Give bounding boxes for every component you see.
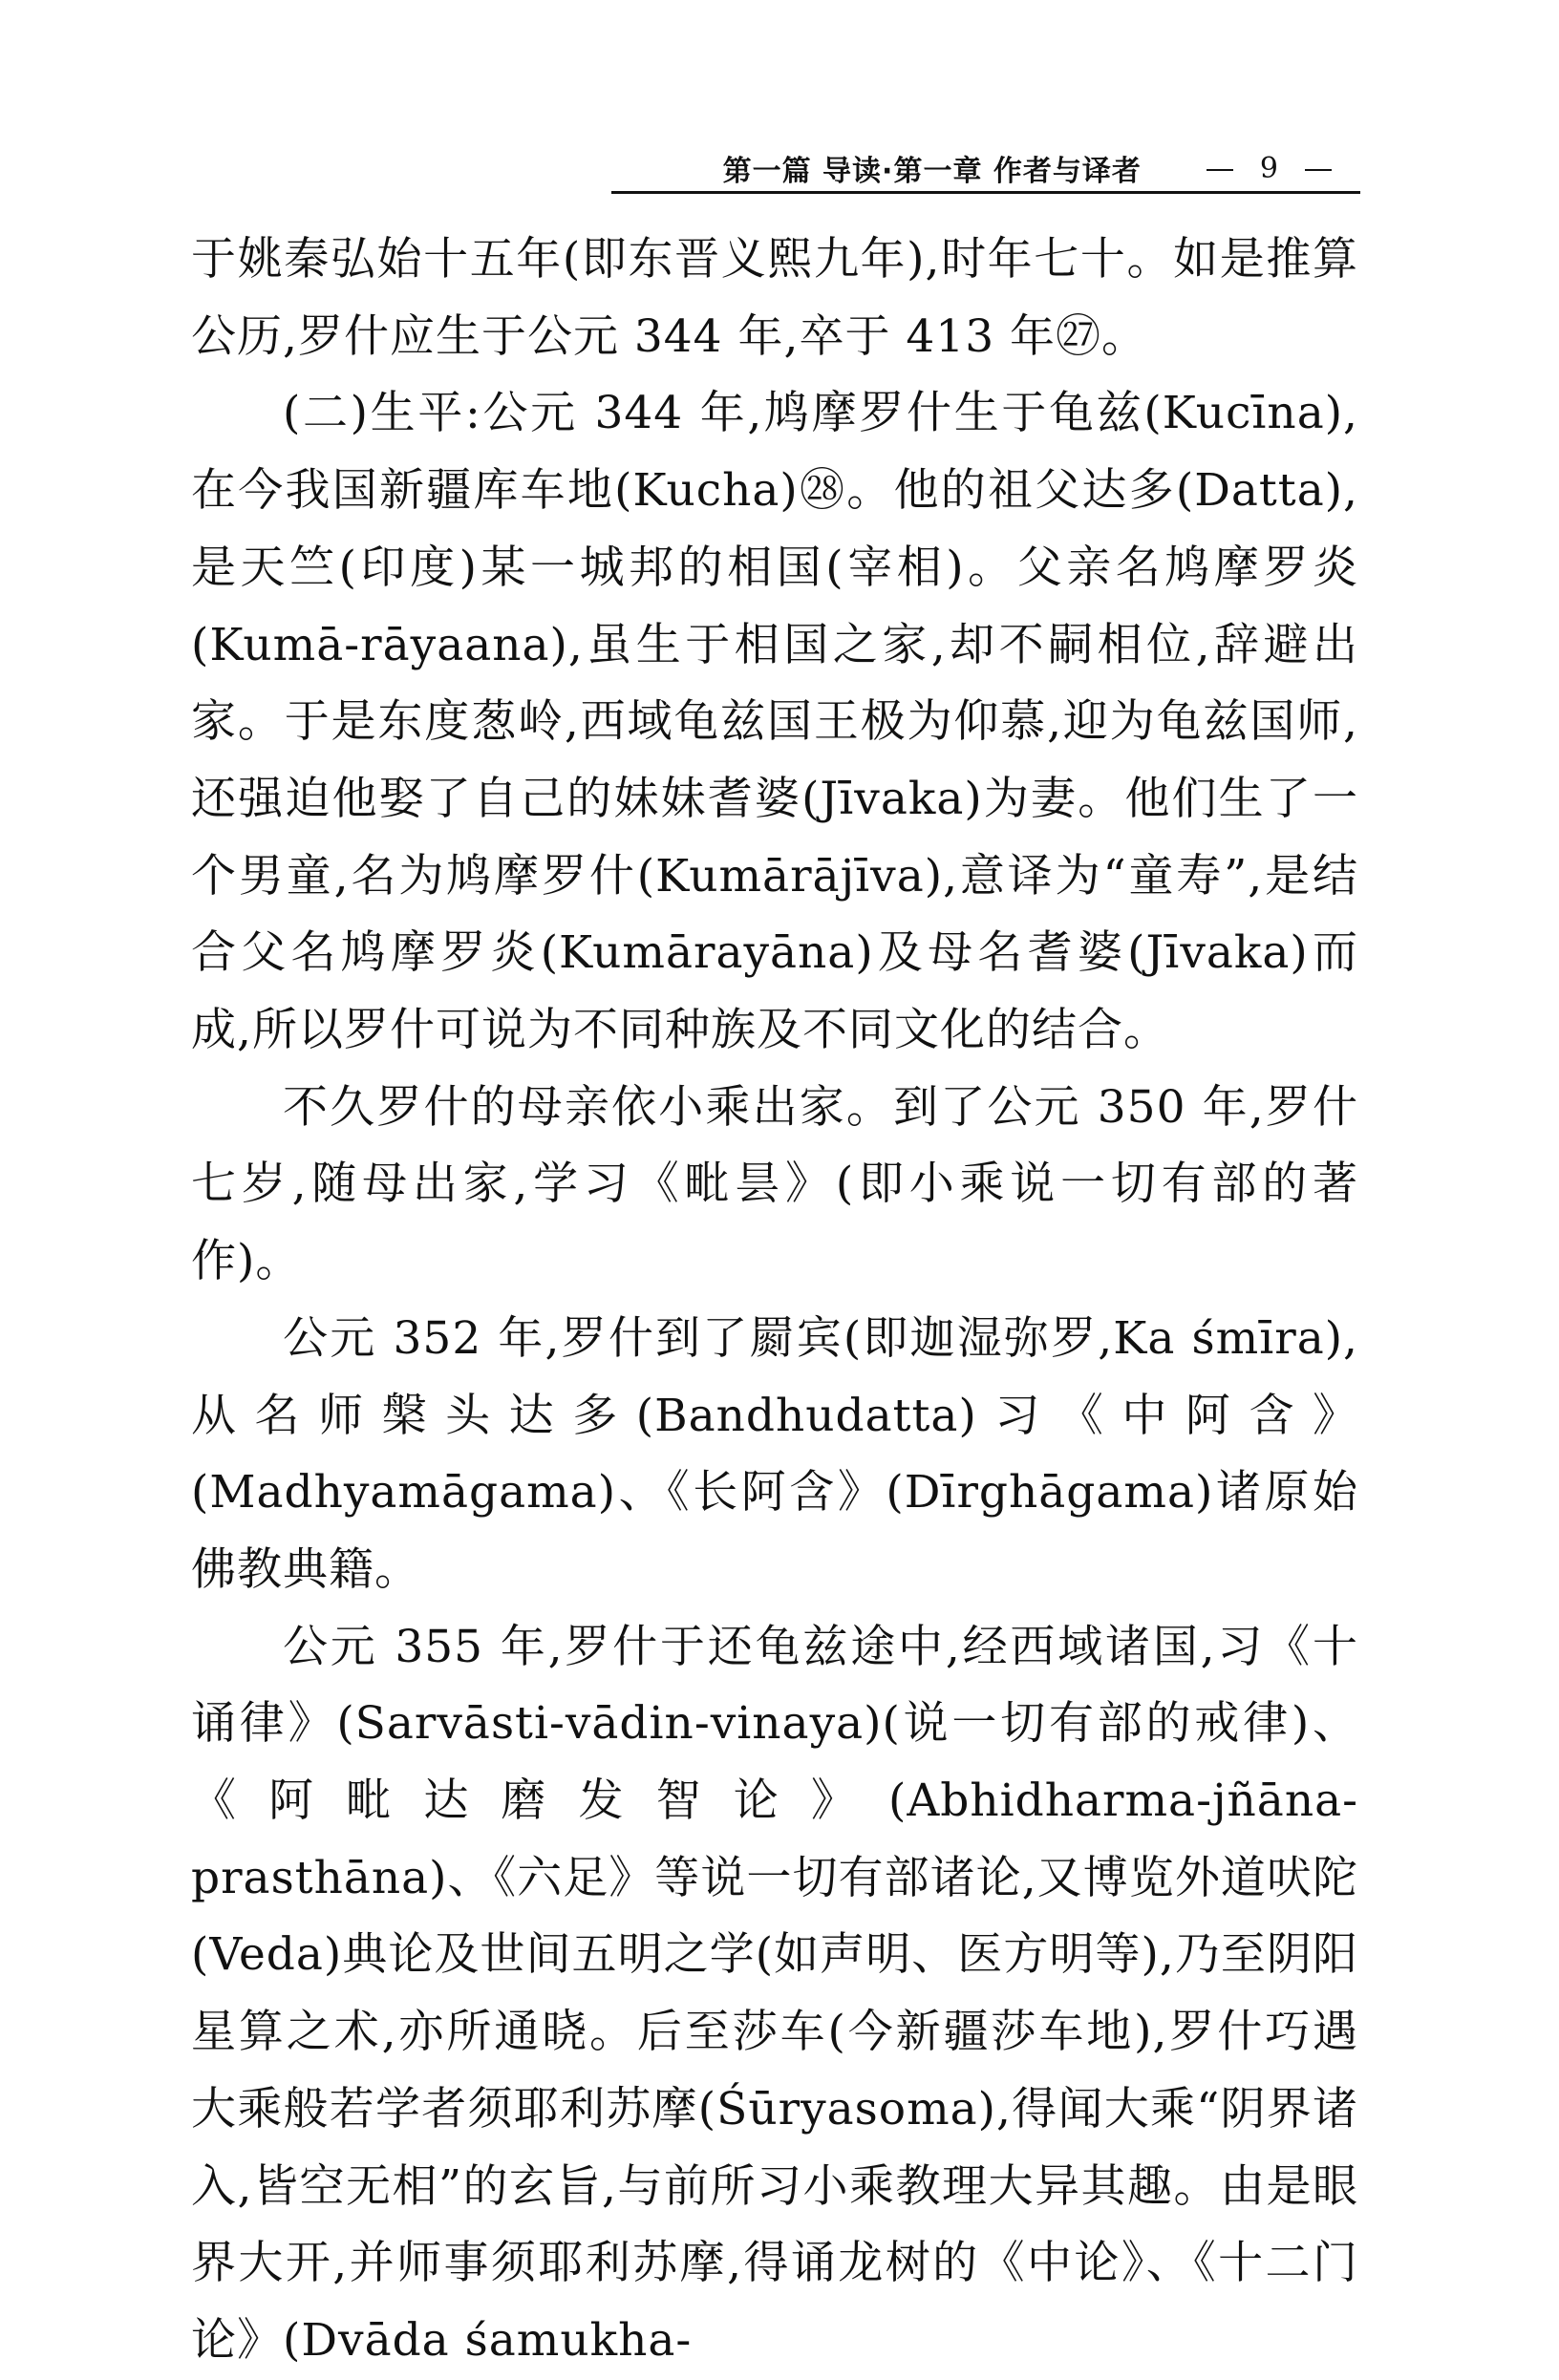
page-number: 9 [1259,151,1278,185]
paragraph-3: 不久罗什的母亲依小乘出家。到了公元 350 年,罗什七岁,随母出家,学习《毗昙》(即小乘说一切有部的著作)。 [191,1080,1358,1288]
dash-right [1305,169,1332,171]
paragraph-5: 公元 355 年,罗什于还龟兹途中,经西域诸国,习《十诵律》(Sarvāsti-vādin-vinaya)(说一切有部的戒律)、《阿毗达磨发智论》(Abhidharma-jñāna-prasthāna)、《六足》等说一切有部诸论,又博览外道吠陀(Veda)典论及世间五明之学(如声明、医方明等),乃至阴阳星算之术,亦所通晓。后至莎车(今新疆莎车地),罗什巧遇大乘般若学者须耶利苏摩(Śūryasoma),得闻大乘“阴界诸入,皆空无相”的玄旨,与前所习小乘教理大异其趣。由是眼界大开,并师事须耶利苏摩,得诵龙树的《中论》、《十二门论》(Dvāda śamukha- [191,1620,1358,2367]
page-number-block [1180,152,1358,185]
paragraph-2: (二)生平:公元 344 年,鸠摩罗什生于龟兹(Kucīna),在今我国新疆库车地(Kucha)㉘。他的祖父达多(Datta),是天竺(印度)某一城邦的相国(宰相)。父亲名鸠摩罗炎(Kumā-rāyaana),虽生于相国之家,却不嗣相位,辞避出家。于是东度葱岭,西域龟兹国王极为仰慕,迎为龟兹国师,还强迫他娶了自己的妹妹耆婆(Jīvaka)为妻。他们生了一个男童,名为鸠摩罗什(Kumārājīva),意译为“童寿”,是结合父名鸠摩罗炎(Kumārayāna)及母名耆婆(Jīvaka)而成,所以罗什可说为不同种族及不同文化的结合。 [191,387,1358,1057]
running-header [611,143,1358,193]
paragraph-4: 公元 352 年,罗什到了罽宾(即迦湿弥罗,Ka śmīra),从名师槃头达多(Bandhudatta)习《中阿含》(Madhyamāgama)、《长阿含》(Dīrghāgama)诸原始佛教典籍。 [191,1311,1358,1596]
header-rule [611,191,1360,194]
dash-left [1207,169,1233,171]
body-text [191,222,1358,2380]
chapter-title: 第一篇 导读·第一章 作者与译者 [722,155,1142,188]
paragraph-1: 于姚秦弘始十五年(即东晋义熙九年),时年七十。如是推算公历,罗什应生于公元 344 年,卒于 413 年㉗。 [191,233,1358,363]
